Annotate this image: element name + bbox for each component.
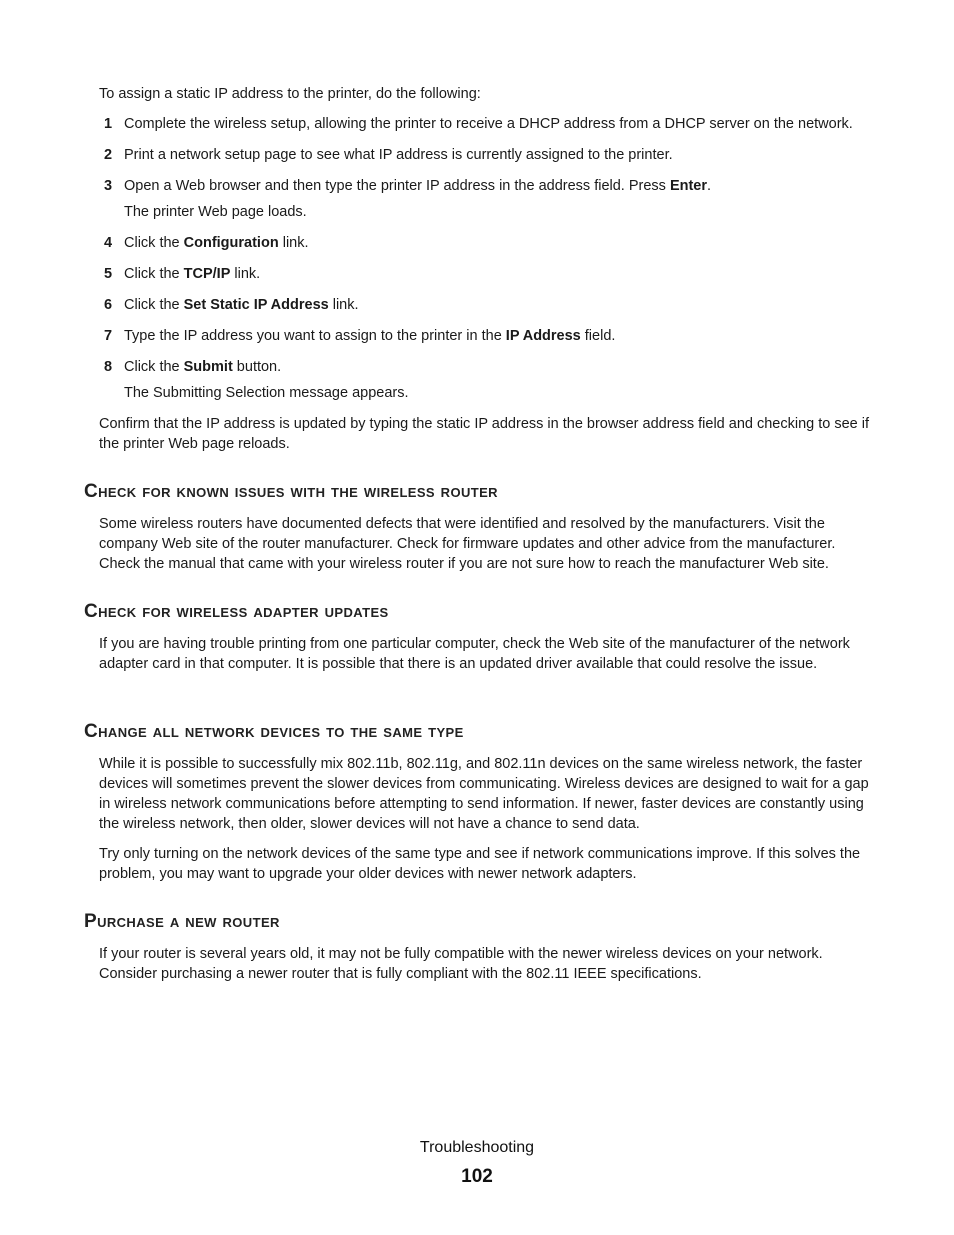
list-item <box>99 357 874 403</box>
step-number: 7 <box>104 328 113 344</box>
step-text: Click the Set Static IP Address link. <box>124 297 359 313</box>
list-item <box>99 176 874 222</box>
step-list <box>99 114 874 403</box>
field-name: IP Address <box>505 328 581 344</box>
section-heading: Check for wireless adapter updates <box>84 601 389 622</box>
step-number: 2 <box>104 147 113 163</box>
list-item <box>99 233 874 253</box>
section-paragraph: Some wireless routers have documented defects that were identified and resolved by the manufacturers. Visit the company Web site of the router manufacturer. Check for firmware updates and other advice from the manufacturer. Check the manual that came with your wireless router if you are not sure how to reach the manufacturer Web site. <box>99 516 836 572</box>
list-item <box>99 295 874 315</box>
confirm-text: Confirm that the IP address is updated by typing the static IP address in the browser address field and checking to see if the printer Web page reloads. <box>99 416 870 452</box>
section-paragraph: Try only turning on the network devices of the same type and see if network communications improve. If this solves the problem, you may want to upgrade your older devices with newer network adapters. <box>99 846 861 882</box>
list-item <box>99 145 874 165</box>
step-result: The printer Web page loads. <box>124 204 307 220</box>
step-number: 8 <box>104 359 113 375</box>
footer-chapter-label: Troubleshooting <box>419 1139 535 1156</box>
page-number: 102 <box>461 1166 493 1187</box>
link-name: Set Static IP Address <box>183 297 329 313</box>
section-paragraph: If your router is several years old, it may not be fully compatible with the newer wireless devices on your network. Consider purchasing a newer router that is fully compliant with the 802.11 IEEE specifications. <box>99 946 823 982</box>
list-item <box>99 264 874 284</box>
link-name: Configuration <box>183 235 279 251</box>
list-item <box>99 114 874 134</box>
section-heading: Check for known issues with the wireless router <box>84 481 498 502</box>
link-name: TCP/IP <box>183 266 231 282</box>
step-number: 1 <box>104 116 113 132</box>
step-text: Print a network setup page to see what IP address is currently assigned to the printer. <box>124 147 673 163</box>
step-text: Open a Web browser and then type the printer IP address in the address field. Press Enter. <box>124 178 712 194</box>
section-heading: Purchase a new router <box>84 911 280 932</box>
step-number: 4 <box>104 235 113 251</box>
intro-text: To assign a static IP address to the printer, do the following: <box>99 86 481 102</box>
list-item <box>99 326 874 346</box>
section-heading: Change all network devices to the same type <box>84 721 464 742</box>
section-paragraph: While it is possible to successfully mix 802.11b, 802.11g, and 802.11n devices on the same wireless network, the faster devices will sometimes prevent the slower devices from communicating. Wireless devices are designed to wait for a gap in wireless network communications before attempting to send information. If newer, faster devices are constantly using the wireless network, then older, slower devices will not have a chance to send data. <box>99 756 869 832</box>
step-number: 6 <box>104 297 113 313</box>
step-number: 3 <box>104 178 113 194</box>
step-text: Complete the wireless setup, allowing the printer to receive a DHCP address from a DHCP server on the network. <box>124 116 853 132</box>
step-text: Click the TCP/IP link. <box>124 266 261 282</box>
step-result: The Submitting Selection message appears. <box>124 385 409 401</box>
section-paragraph: If you are having trouble printing from one particular computer, check the Web site of the manufacturer of the network adapter card in that computer. It is possible that there is an updated driver available that could resolve the issue. <box>99 636 850 672</box>
step-text: Type the IP address you want to assign to the printer in the IP Address field. <box>124 328 616 344</box>
step-text: Click the Configuration link. <box>124 235 309 251</box>
button-name: Submit <box>183 359 233 375</box>
step-number: 5 <box>104 266 113 282</box>
step-text: Click the Submit button. <box>124 359 282 375</box>
key-label: Enter <box>669 178 708 194</box>
